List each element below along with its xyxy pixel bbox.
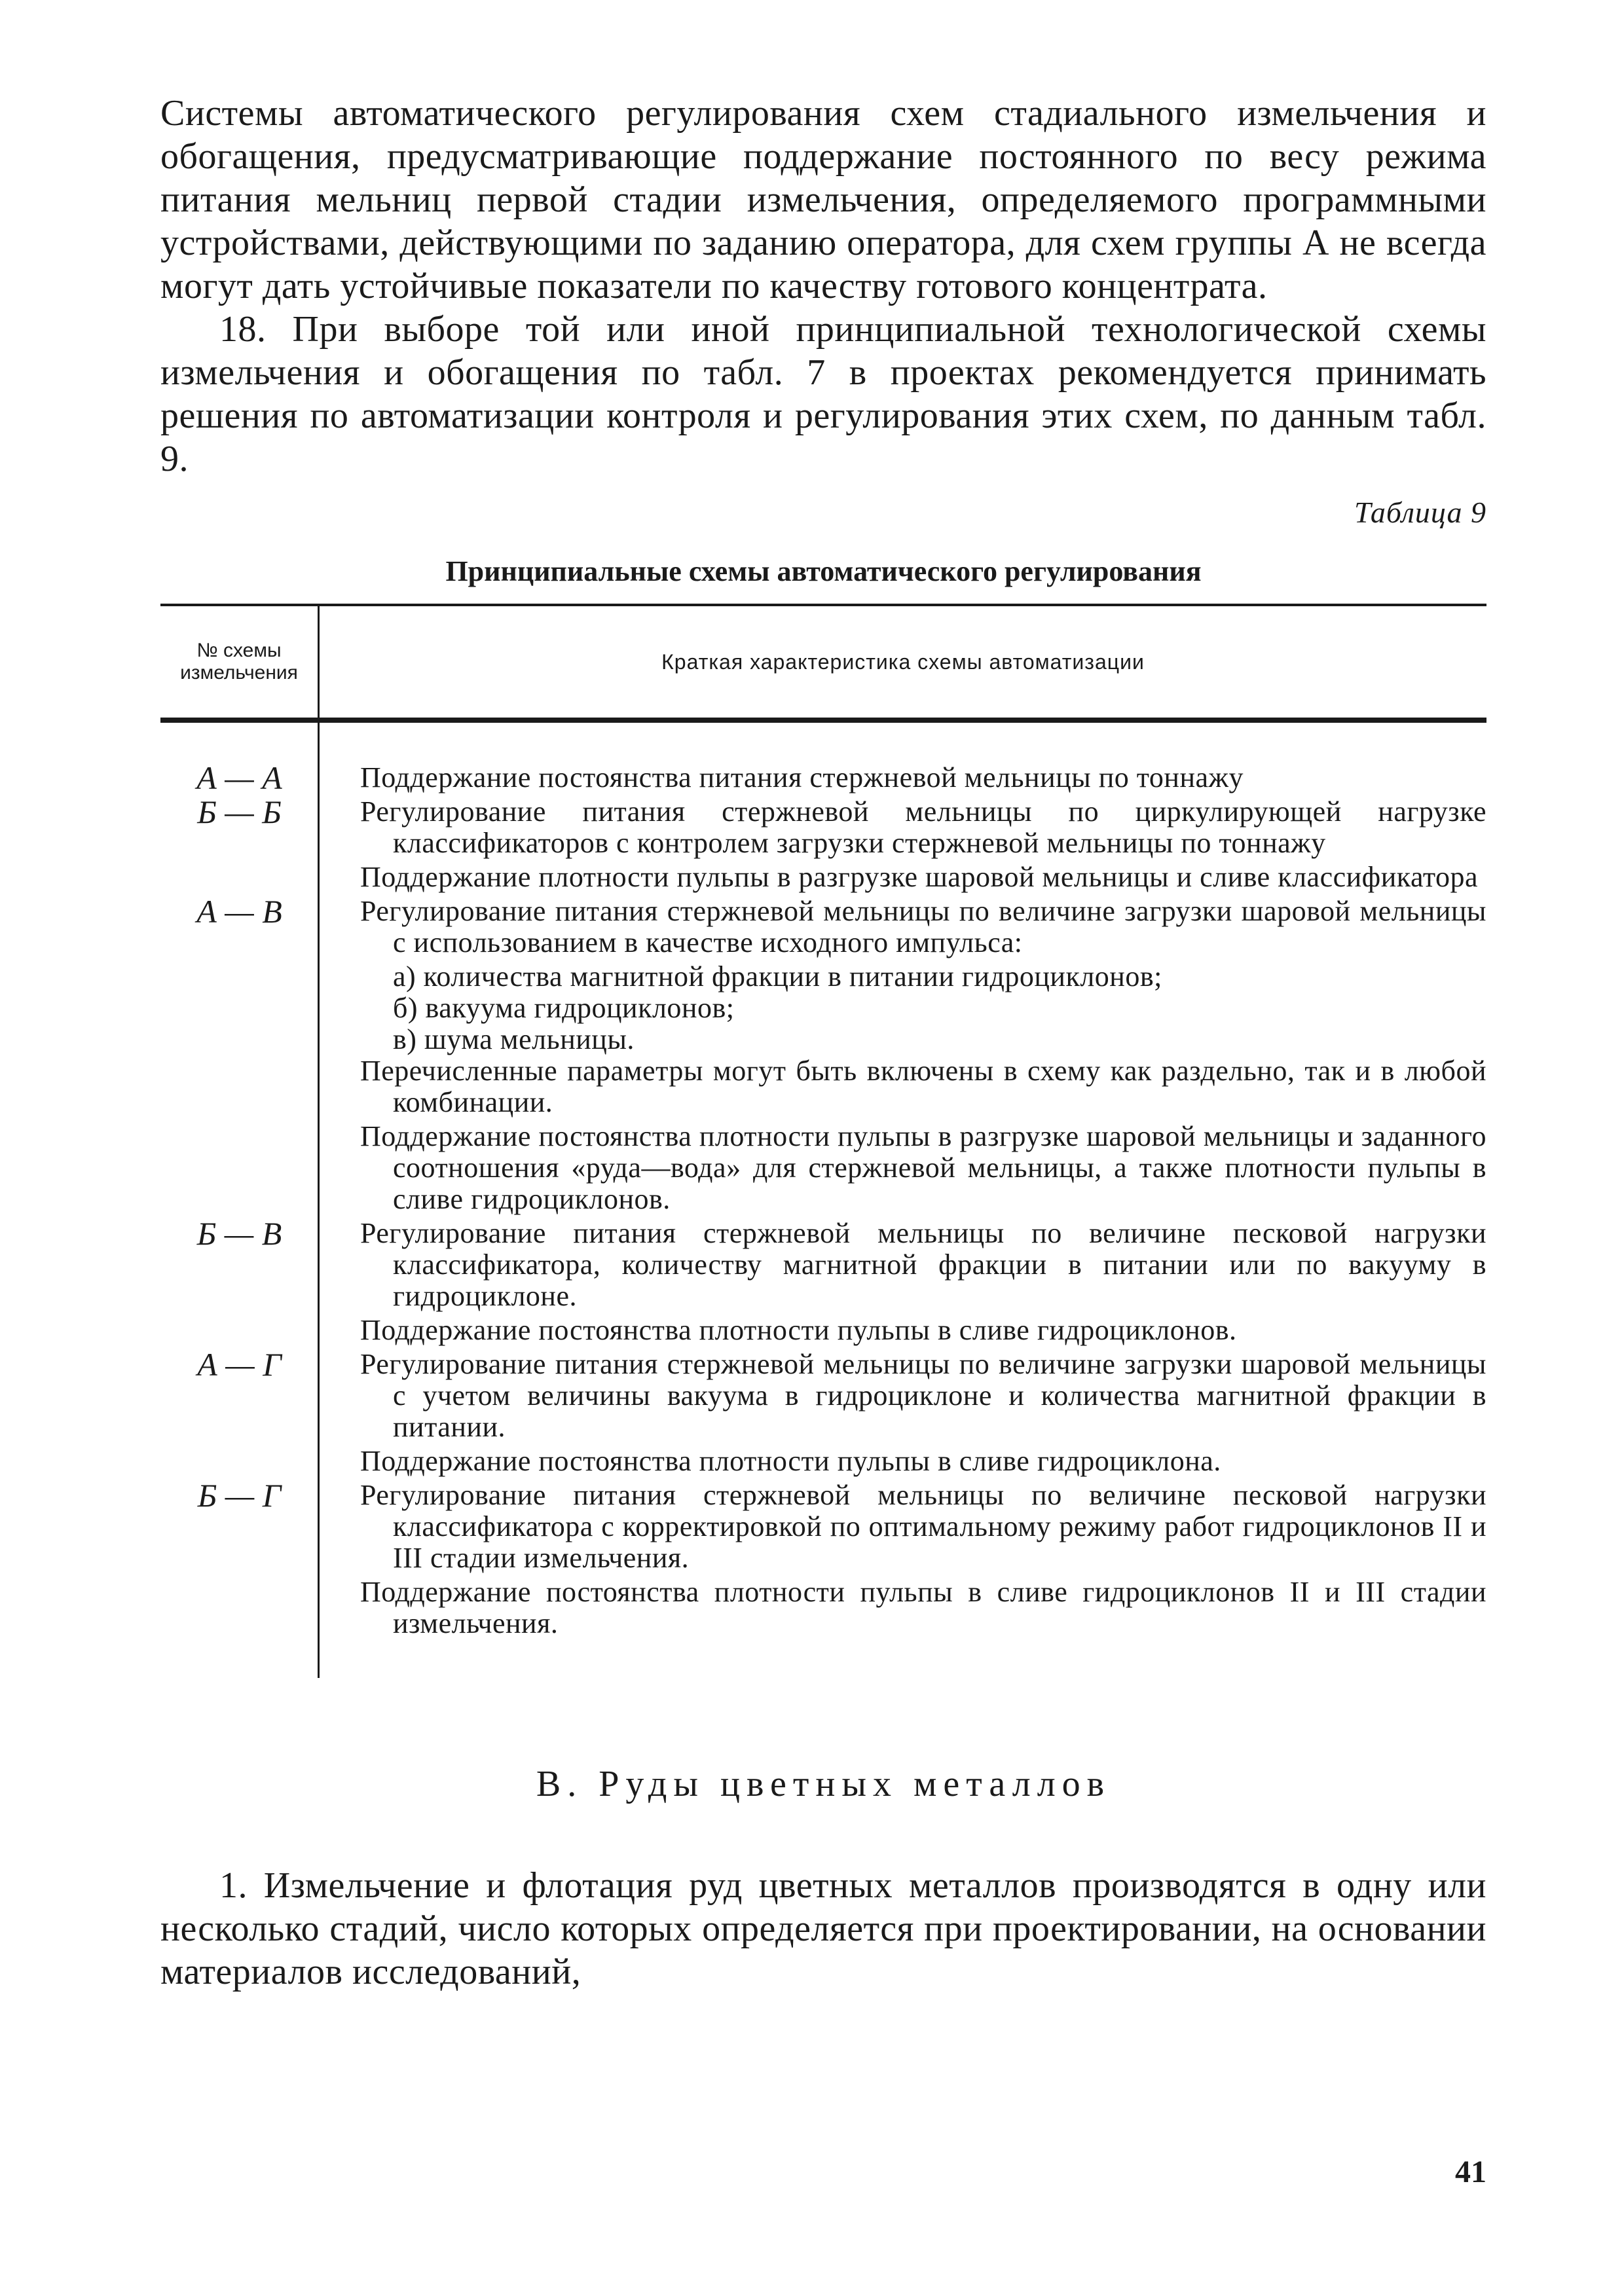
table-row <box>196 893 1486 1215</box>
table-header-rule <box>160 718 1486 723</box>
table-row <box>197 1477 1486 1639</box>
table-number: Таблица 9 <box>1354 496 1486 529</box>
scheme-description: Регулирование питания стержневой мельницы по величине загрузки шаровой мельницы с использованием в качестве исходного импульса: <box>360 895 1486 958</box>
page-number: 41 <box>1455 2155 1486 2189</box>
table-row <box>197 1346 1486 1477</box>
scheme-label: А — Г <box>197 1346 282 1383</box>
table-header <box>160 606 1486 718</box>
intro-paragraph: Системы автоматического регулирования схем стадиального измельчения и обогащения, предусматривающие поддержание постоянного по весу режима питания мельниц первой стадии измельчения, определяемого программными устройствами, действующими по заданию оператора, для схем группы А не всегда могут дать устойчивые показатели по качеству готового концентрата. <box>160 93 1486 306</box>
table-row <box>196 1215 1486 1346</box>
scheme-description: Регулирование питания стержневой мельницы по величине загрузки шаровой мельницы с учетом величины вакуума в гидроциклоне и количества магнитной фракции в питании. <box>360 1348 1486 1443</box>
column-header-description: Краткая характеристика схемы автоматизации <box>661 649 1145 674</box>
paragraph-1: 1. Измельчение и флотация руд цветных металлов производятся в одну или несколько стадий, число которых определяется при проектировании, на основании материалов исследований, <box>160 1865 1486 1992</box>
scheme-description: Регулирование питания стержневой мельницы по циркулирующей нагрузке классификаторов с контролем загрузки стержневой мельницы по тоннажу <box>360 795 1486 859</box>
scheme-description: Поддержание постоянства питания стержневой мельницы по тоннажу <box>360 761 1244 793</box>
scheme-subitem: б) вакуума гидроциклонов; <box>393 992 735 1024</box>
scheme-subitem: в) шума мельницы. <box>393 1023 635 1055</box>
description-column <box>196 723 1486 1678</box>
column-header-scheme-number: № схемы измельчения <box>160 606 320 718</box>
section-heading: В. Руды цветных металлов <box>536 1764 1111 1804</box>
scheme-description: Перечисленные параметры могут быть включены в схему как раздельно, так и в любой комбинации. <box>360 1055 1486 1118</box>
scheme-description: Поддержание постоянства плотности пульпы в сливе гидроциклонов II и III стадии измельчения. <box>360 1576 1486 1639</box>
scheme-description: Поддержание постоянства плотности пульпы в разгрузке шаровой мельницы и заданного соотношения «руда—вода» для стержневой мельницы, а также плотности пульпы в сливе гидроциклонов. <box>360 1120 1486 1215</box>
scheme-description: Регулирование питания стержневой мельницы по величине песковой нагрузки классификатора с корректировкой по оптимальному режиму работ гидроциклонов II и III стадии измельчения. <box>360 1479 1486 1574</box>
page-content <box>160 92 1486 1994</box>
automation-table <box>160 604 1486 1678</box>
scheme-description: Поддержание плотности пульпы в разгрузке шаровой мельницы и сливе классификатора <box>360 861 1479 893</box>
scheme-label: Б — Б <box>197 793 282 830</box>
paragraph-18: 18. При выборе той или иной принципиальной технологической схемы измельчения и обогащения по табл. 7 в проектах рекомендуется принимать решения по автоматизации контроля и регулирования этих схем, по данным табл. 9. <box>160 309 1486 479</box>
table-title: Принципиальные схемы автоматического регулирования <box>445 555 1202 587</box>
scheme-number-column <box>160 723 320 1678</box>
scheme-subitem: а) количества магнитной фракции в питании гидроциклонов; <box>393 960 1162 993</box>
scheme-label: А — В <box>196 893 282 930</box>
table-body <box>160 723 1486 1678</box>
scheme-label: Б — В <box>196 1215 282 1252</box>
scheme-description: Поддержание постоянства плотности пульпы в сливе гидроциклона. <box>360 1445 1221 1477</box>
scheme-description: Поддержание постоянства плотности пульпы в сливе гидроциклонов. <box>360 1314 1237 1346</box>
table-row <box>197 793 1486 893</box>
table-row <box>196 759 1486 796</box>
scheme-label: А — А <box>196 759 282 796</box>
scheme-label: Б — Г <box>197 1477 282 1514</box>
scheme-description: Регулирование питания стержневой мельницы по величине песковой нагрузки классификатора, количеству магнитной фракции в питании или по вакууму в гидроциклоне. <box>360 1217 1486 1312</box>
